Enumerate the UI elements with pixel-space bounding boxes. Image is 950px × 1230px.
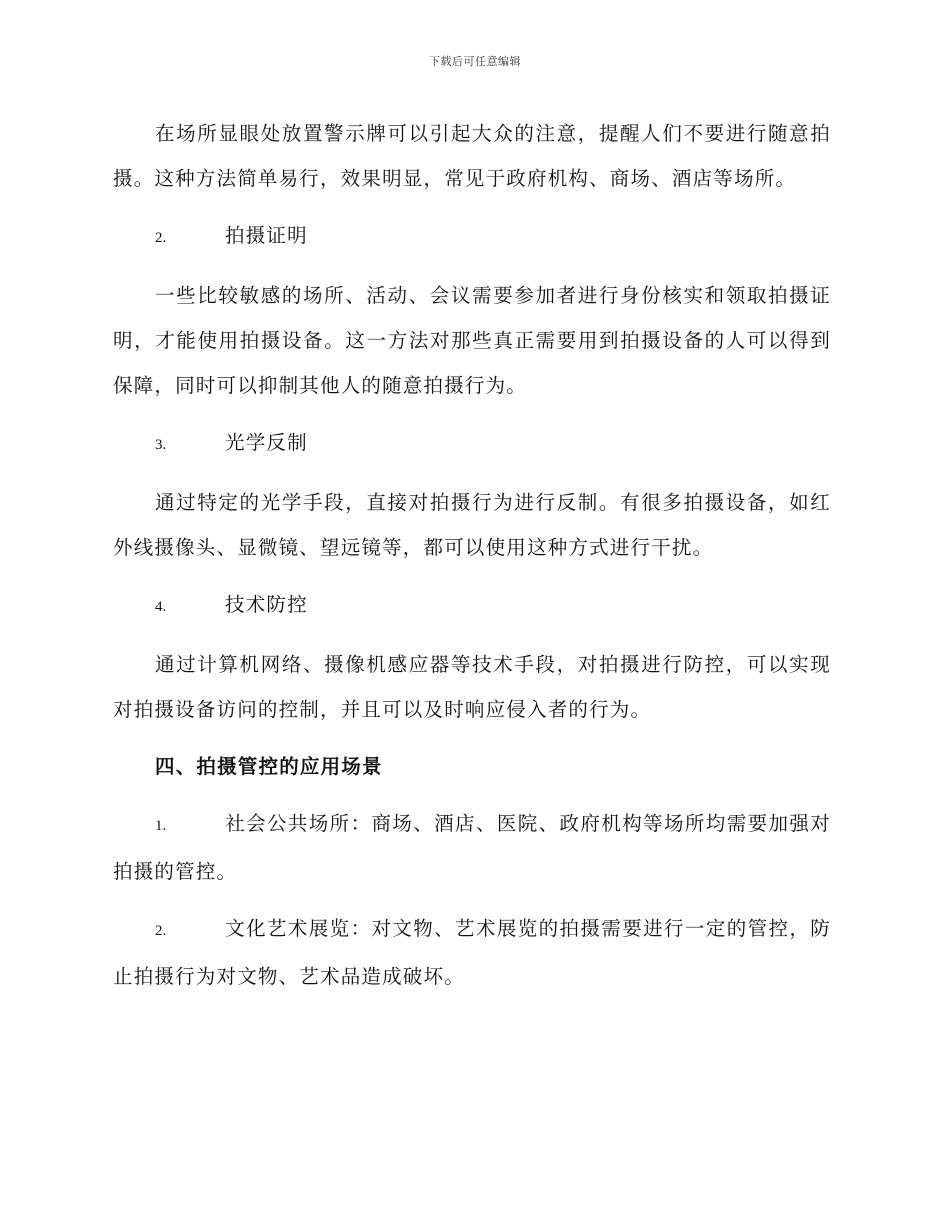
paragraph-warning-signs: 在场所显眼处放置警示牌可以引起大众的注意，提醒人们不要进行随意拍摄。这种方法简单易行，效果明显，常见于政府机构、商场、酒店等场所。 — [113, 122, 831, 190]
list-item-proof — [113, 213, 831, 261]
list-item-text: 文化艺术展览：对文物、艺术展览的拍摄需要进行一定的管控，防止拍摄行为对文物、艺术品造成破坏。 — [113, 917, 831, 988]
list-item-optical — [113, 420, 831, 468]
list-number: 1. — [155, 818, 167, 834]
list-item-art-exhibitions — [113, 906, 831, 999]
page-header: 下载后可任意编辑 — [429, 55, 521, 68]
list-item-title: 光学反制 — [225, 431, 308, 454]
list-item-tech — [113, 582, 831, 630]
paragraph-optical-countermeasure: 通过特定的光学手段，直接对拍摄行为进行反制。有很多拍摄设备，如红外线摄像头、显微镜、望远镜等，都可以使用这种方式进行干扰。 — [113, 491, 831, 559]
list-item-text: 社会公共场所：商场、酒店、医院、政府机构等场所均需要加强对拍摄的管控。 — [113, 812, 831, 883]
document-body — [113, 111, 831, 1011]
paragraph-shooting-proof: 一些比较敏感的场所、活动、会议需要参加者进行身份核实和领取拍摄证明，才能使用拍摄设备。这一方法对那些真正需要用到拍摄设备的人可以得到保障，同时可以抑制其他人的随意拍摄行为。 — [113, 284, 831, 397]
list-number: 4. — [155, 599, 167, 615]
list-number: 2. — [155, 230, 167, 246]
section-heading: 四、拍摄管控的应用场景 — [155, 755, 383, 778]
paragraph-tech-control: 通过计算机网络、摄像机感应器等技术手段，对拍摄进行防控，可以实现对拍摄设备访问的控制，并且可以及时响应侵入者的行为。 — [113, 653, 831, 721]
list-item-public-places — [113, 801, 831, 894]
list-item-title: 技术防控 — [225, 593, 308, 616]
list-number: 2. — [155, 923, 167, 939]
list-number: 3. — [155, 437, 167, 453]
list-item-title: 拍摄证明 — [225, 224, 308, 247]
